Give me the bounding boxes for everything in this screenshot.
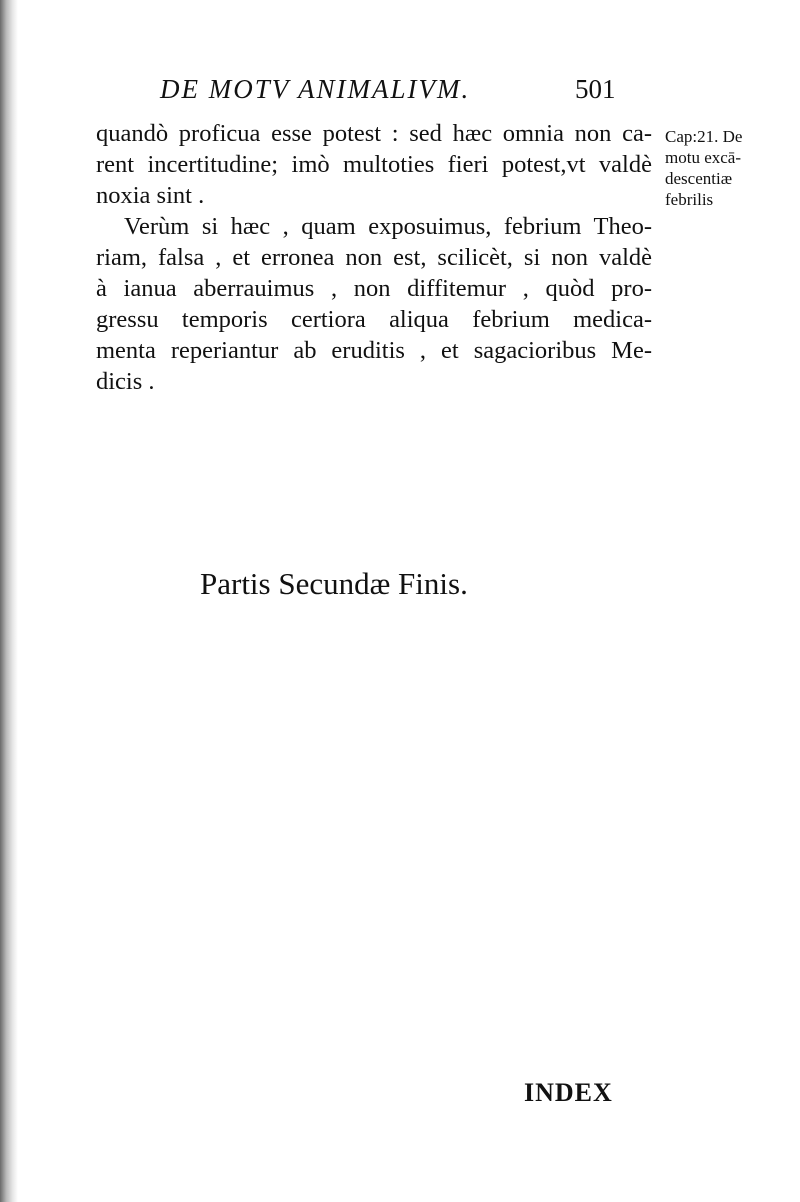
text-line: menta reperiantur ab eruditis , et sagacioribus Me- (96, 337, 652, 364)
text-line: dicis . (96, 368, 155, 395)
text-line: rent incertitudine; imò multoties fieri potest,vt valdè (96, 151, 652, 178)
text-line: noxia sint . (96, 182, 205, 209)
text-line: gressu temporis certiora aliqua febrium medica- (96, 306, 652, 333)
body-text (96, 118, 652, 397)
margin-note-line: Cap:21. De (665, 127, 743, 146)
paragraph-1 (96, 118, 652, 211)
running-head: DE MOTV ANIMALIVM. (160, 74, 471, 104)
text-line: riam, falsa , et erronea non est, scilicèt, si non valdè (96, 244, 652, 271)
margin-note-line: febrilis (665, 190, 714, 209)
text-line: Verùm si hæc , quam exposuimus, febrium Theo- (124, 213, 652, 240)
text-line: quandò proficua esse potest : sed hæc omnia non ca- (96, 120, 652, 147)
margin-note-line: motu excā- (665, 148, 741, 167)
paragraph-2 (96, 211, 652, 397)
catchword: INDEX (524, 1078, 613, 1107)
margin-note (665, 126, 795, 210)
page-number: 501 (575, 74, 616, 104)
closing-line: Partis Secundæ Finis. (200, 566, 468, 601)
binding-gutter (0, 0, 18, 1202)
margin-note-line: descentiæ (665, 169, 733, 188)
text-line: à ianua aberrauimus , non diffitemur , quòd pro- (96, 275, 652, 302)
